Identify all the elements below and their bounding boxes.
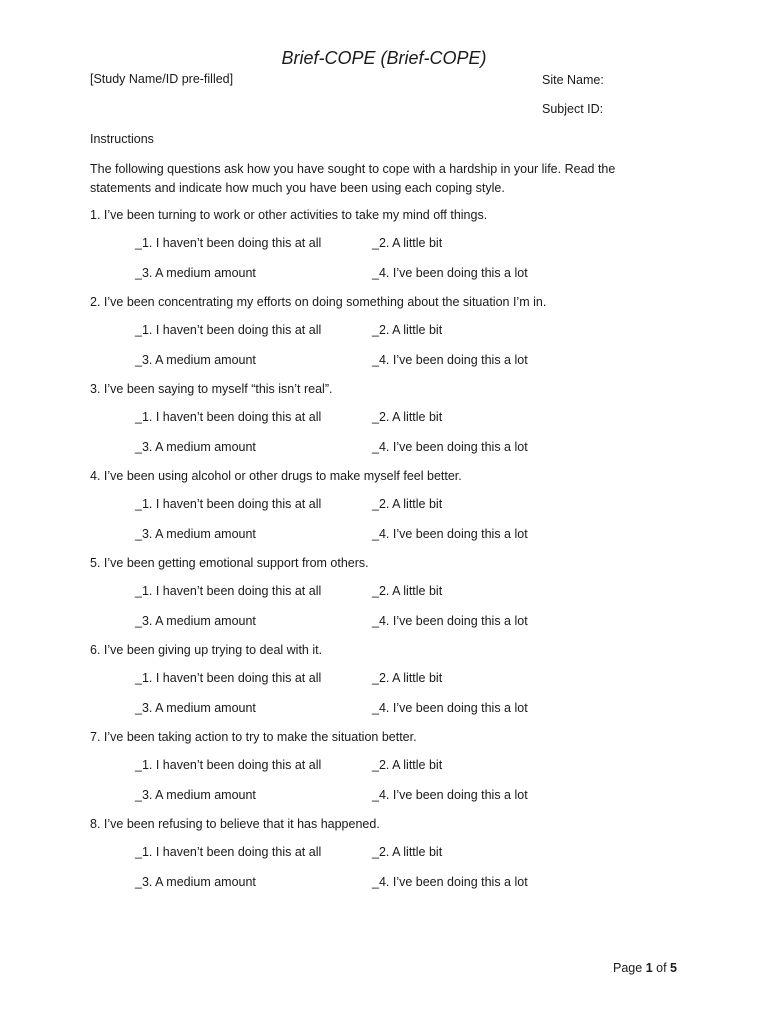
answer-option-2[interactable]: _2. A little bit <box>372 236 443 250</box>
answer-option-1[interactable]: _1. I haven’t been doing this at all <box>135 845 322 859</box>
answer-option-4[interactable]: _4. I’ve been doing this a lot <box>372 701 528 715</box>
answer-option-3[interactable]: _3. A medium amount <box>135 788 256 802</box>
question-text: 8. I’ve been refusing to believe that it has happened. <box>90 817 380 831</box>
question-item <box>90 208 690 295</box>
question-item <box>90 643 690 730</box>
answer-option-2[interactable]: _2. A little bit <box>372 845 443 859</box>
answer-option-4[interactable]: _4. I’ve been doing this a lot <box>372 353 528 367</box>
answer-option-3[interactable]: _3. A medium amount <box>135 440 256 454</box>
question-text: 6. I’ve been giving up trying to deal with it. <box>90 643 323 657</box>
answer-option-4[interactable]: _4. I’ve been doing this a lot <box>372 440 528 454</box>
answer-option-4[interactable]: _4. I’ve been doing this a lot <box>372 614 528 628</box>
page-footer <box>613 961 677 975</box>
answer-option-4[interactable]: _4. I’ve been doing this a lot <box>372 527 528 541</box>
answer-option-1[interactable]: _1. I haven’t been doing this at all <box>135 323 322 337</box>
question-item <box>90 469 690 556</box>
instructions-text: The following questions ask how you have sought to cope with a hardship in your life. Read the statements and indicate how much you have been using each coping style. <box>90 162 616 195</box>
answer-option-3[interactable]: _3. A medium amount <box>135 353 256 367</box>
answer-option-1[interactable]: _1. I haven’t been doing this at all <box>135 671 322 685</box>
page-title: Brief-COPE (Brief-COPE) <box>281 48 487 68</box>
answer-option-3[interactable]: _3. A medium amount <box>135 614 256 628</box>
question-item <box>90 817 690 904</box>
question-text: 4. I’ve been using alcohol or other drugs to make myself feel better. <box>90 469 462 483</box>
instructions-heading: Instructions <box>90 132 154 146</box>
study-name-field: [Study Name/ID pre-filled] <box>90 72 234 86</box>
answer-option-2[interactable]: _2. A little bit <box>372 497 443 511</box>
question-text: 1. I’ve been turning to work or other activities to take my mind off things. <box>90 208 488 222</box>
answer-option-3[interactable]: _3. A medium amount <box>135 701 256 715</box>
answer-option-2[interactable]: _2. A little bit <box>372 410 443 424</box>
question-item <box>90 730 690 817</box>
answer-option-1[interactable]: _1. I haven’t been doing this at all <box>135 584 322 598</box>
answer-option-4[interactable]: _4. I’ve been doing this a lot <box>372 266 528 280</box>
answer-option-1[interactable]: _1. I haven’t been doing this at all <box>135 410 322 424</box>
answer-option-3[interactable]: _3. A medium amount <box>135 527 256 541</box>
question-list <box>90 208 690 904</box>
subject-id-label: Subject ID: <box>542 102 604 116</box>
question-item <box>90 295 690 382</box>
page-number: 1 <box>645 961 653 975</box>
question-text: 7. I’ve been taking action to try to make the situation better. <box>90 730 417 744</box>
question-text: 5. I’ve been getting emotional support from others. <box>90 556 369 570</box>
answer-option-4[interactable]: _4. I’ve been doing this a lot <box>372 788 528 802</box>
answer-option-2[interactable]: _2. A little bit <box>372 758 443 772</box>
answer-option-3[interactable]: _3. A medium amount <box>135 875 256 889</box>
page-word: Page <box>613 961 643 975</box>
question-text: 2. I’ve been concentrating my efforts on doing something about the situation I’m in. <box>90 295 547 309</box>
question-text: 3. I’ve been saying to myself “this isn’t real”. <box>90 382 333 396</box>
answer-option-3[interactable]: _3. A medium amount <box>135 266 256 280</box>
page-total: 5 <box>670 961 677 975</box>
answer-option-1[interactable]: _1. I haven’t been doing this at all <box>135 758 322 772</box>
of-word: of <box>656 961 667 975</box>
site-name-label: Site Name: <box>542 73 604 87</box>
answer-option-2[interactable]: _2. A little bit <box>372 323 443 337</box>
answer-option-1[interactable]: _1. I haven’t been doing this at all <box>135 236 322 250</box>
answer-option-1[interactable]: _1. I haven’t been doing this at all <box>135 497 322 511</box>
answer-option-2[interactable]: _2. A little bit <box>372 584 443 598</box>
answer-option-2[interactable]: _2. A little bit <box>372 671 443 685</box>
question-item <box>90 556 690 643</box>
question-item <box>90 382 690 469</box>
answer-option-4[interactable]: _4. I’ve been doing this a lot <box>372 875 528 889</box>
